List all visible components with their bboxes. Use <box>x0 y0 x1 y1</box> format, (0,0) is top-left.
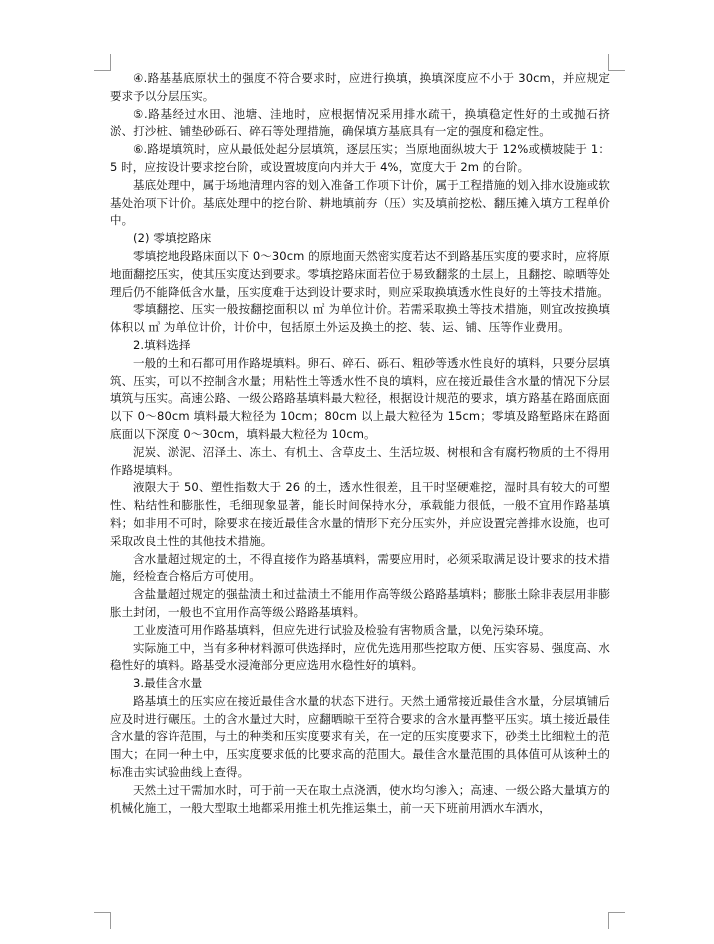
document-body <box>110 70 610 817</box>
paragraph-add-water: 天然土过干需加水时，可于前一天在取土点浇洒，使水均匀渗入；高速、一级公路大量填方的机械化施工，一般大型取土地都采用推土机先推运集土，前一天下班前用洒水车洒水， <box>110 782 610 815</box>
paragraph-item-6: ⑥.路堤填筑时，应从最低处起分层填筑，逐层压实；当原地面纵坡大于 12%或横坡陡于 1：5 时，应按设计要求挖台阶，或设置坡度向内并大于 4%，宽度大于 2m 的台阶。 <box>110 142 610 174</box>
heading-zero-fill-subgrade: (2) 零填挖路床 <box>133 231 212 246</box>
paragraph-base-treatment: 基底处理中，属于场地清理内容的划入准备工作项下计价，属于工程措施的划入排水设施或软基处治项下计价。基底处理中的挖台阶、耕地填前夯（压）实及填前挖松、翻压摊入填方工程单价中。 <box>110 177 610 228</box>
paragraph-salt-content: 含盐量超过规定的强盐渍土和过盐渍土不能用作高等级公路路基填料；膨胀土除非表层用非膨胀土封闭，一般也不宜用作高等级公路路基填料。 <box>110 587 610 619</box>
paragraph-material-selection: 实际施工中，当有多种材料源可供选择时，应优先选用那些挖取方便、压实容易、强度高、水稳性好的填料。路基受水浸淹部分更应选用水稳性好的填料。 <box>110 640 610 673</box>
paragraph-zero-fill: 零填挖地段路床面以下 0～30cm 的原地面天然密实度若达不到路基压实度的要求时，应将原地面翻挖压实，使其压实度达到要求。零填挖路床面若位于易致翻浆的土层上，且翻挖、晾晒等处理后仍不能降低含水量，压实度难于达到设计要求时，则应采取换填透水性良好的土等技术措施。 <box>110 248 610 299</box>
paragraph-industrial-waste: 工业废渣可用作路基填料，但应先进行试验及检验有害物质含量，以免污染环境。 <box>133 622 551 637</box>
page-corner-mark-top-left <box>94 54 111 71</box>
page-corner-mark-bottom-right <box>608 912 625 929</box>
paragraph-zero-fill-pricing: 零填翻挖、压实一般按翻挖面积以 ㎡ 为单位计价。若需采取换土等技术措施，则宜改按换填体积以 ㎥ 为单位计价，计价中，包括原土外运及换土的挖、装、运、铺、压等作业费用。 <box>110 302 610 335</box>
paragraph-water-content: 含水量超过规定的土，不得直接作为路基填料，需要应用时，必须采取满足设计要求的技术措施，经检查合格后方可使用。 <box>110 551 610 584</box>
page-corner-mark-top-right <box>608 54 625 71</box>
paragraph-item-4: ④.路基基底原状土的强度不符合要求时，应进行换填，换填深度应不小于 30cm，并应规定要求予以分层压实。 <box>110 71 610 103</box>
paragraph-fill-prohibited: 泥炭、淤泥、沼泽土、冻土、有机土、含草皮土、生活垃圾、树根和含有腐朽物质的土不得用作路堤填料。 <box>110 444 610 477</box>
paragraph-fill-general: 一般的土和石都可用作路堤填料。卵石、碎石、砾石、粗砂等透水性良好的填料，只要分层填筑、压实，可以不控制含水量；用粘性土等透水性不良的填料，应在接近最佳含水量的情况下分层填筑与压实。高速公路、一级公路路基填料最大粒径，根据设计规范的要求，填方路基在路面底面以下 0～80cm 填料最大粒径为 10cm；80cm 以上最大粒径为 15cm；零填及路堑路床在路面底面以下深度 0～30cm，填料最大粒径为 10cm。 <box>110 355 610 441</box>
page-corner-mark-bottom-left <box>94 912 111 929</box>
heading-optimum-moisture: 3.最佳含水量 <box>133 676 203 691</box>
paragraph-compaction-moisture: 路基填土的压实应在接近最佳含水量的状态下进行。天然土通常接近最佳含水量，分层填铺后应及时进行碾压。土的含水量过大时，应翻晒晾干至符合要求的含水量再整平压实。填土接近最佳含水量的容许范围，与土的种类和压实度要求有关，在一定的压实度要求下，砂类土比细粒土的范围大；在同一种土中，压实度要求低的比要求高的范围大。最佳含水量范围的具体值可从该种土的标准击实试验曲线上查得。 <box>110 693 610 780</box>
paragraph-liquid-limit: 液限大于 50、塑性指数大于 26 的土，透水性很差，且干时坚硬难挖，湿时具有较大的可塑性、粘结性和膨胀性，毛细现象显著，能长时间保持水分，承载能力很低，一般不宜用作路基填料；如非用不可时，除要求在接近最佳含水量的情形下充分压实外，并应设置完善排水设施，也可采取改良土性的其他技术措施。 <box>110 480 610 548</box>
heading-fill-material: 2.填料选择 <box>133 337 191 352</box>
paragraph-item-5: ⑤.路基经过水田、池塘、洼地时，应根据情况采用排水疏干，换填稳定性好的土或抛石挤淤、打沙桩、铺垫砂砾石、碎石等处理措施，确保填方基底具有一定的强度和稳定性。 <box>110 106 610 139</box>
